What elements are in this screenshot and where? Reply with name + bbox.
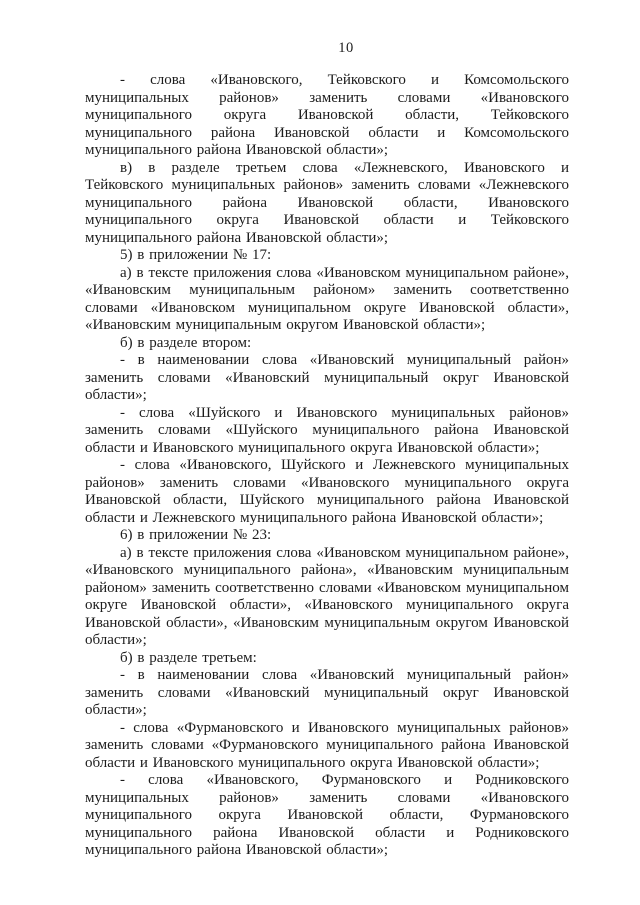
paragraph: - в наименовании слова «Ивановский муниципальный район» заменить словами «Ивановский муниципальный округ Ивановской области»; xyxy=(85,667,569,718)
paragraph: б) в разделе втором: xyxy=(120,334,252,351)
paragraph: 5) в приложении № 17: xyxy=(120,247,272,263)
paragraph: - в наименовании слова «Ивановский муниципальный район» заменить словами «Ивановский муниципальный округ Ивановской области»; xyxy=(85,352,569,403)
paragraph: - слова «Ивановского, Фурмановского и Родниковского муниципальных районов» заменить словами «Ивановского муниципального округа Ивановской области, Фурмановского муниципального района Ивановской области и Родниковского муниципального района Ивановской области»; xyxy=(85,772,569,858)
paragraph: - слова «Ивановского, Шуйского и Лежневского муниципальных районов» заменить словами «Ивановского муниципального округа Ивановской области, Шуйского муниципального района Ивановской области и Лежневского муниципального района Ивановской области»; xyxy=(85,457,569,526)
paragraph: - слова «Ивановского, Тейковского и Комсомольского муниципальных районов» заменить словами «Ивановского муниципального округа Ивановской области, Тейковского муниципального района Ивановской области и Комсомольского муниципального района Ивановской области»; xyxy=(85,72,569,158)
document-body xyxy=(85,72,569,860)
paragraph: в) в разделе третьем слова «Лежневского, Ивановского и Тейковского муниципальных районов» заменить словами «Лежневского муниципального района Ивановской области, Ивановского муниципального округа Ивановской области и Тейковского муниципального района Ивановской области»; xyxy=(85,159,569,246)
page-number: 10 xyxy=(338,40,354,56)
paragraph: а) в тексте приложения слова «Ивановском муниципальном районе», «Ивановского муниципального района», «Ивановским муниципальным районом» заменить соответственно словами «Ивановском муниципальном округе Ивановской области», «Ивановского муниципального округа Ивановской области», «Ивановским муниципальным округом Ивановской области»; xyxy=(85,544,569,648)
paragraph: а) в тексте приложения слова «Ивановском муниципальном районе», «Ивановским муниципальным районом» заменить соответственно словами «Ивановском муниципальном округе Ивановской области», «Ивановским муниципальным округом Ивановской области»; xyxy=(85,264,569,333)
paragraph: - слова «Шуйского и Ивановского муниципальных районов» заменить словами «Шуйского муниципального района Ивановской области и Ивановского муниципального округа Ивановской области»; xyxy=(85,404,569,456)
paragraph: б) в разделе третьем: xyxy=(120,649,257,666)
paragraph: - слова «Фурмановского и Ивановского муниципальных районов» заменить словами «Фурмановского муниципального района Ивановской области и Ивановского муниципального округа Ивановской области»; xyxy=(85,719,569,771)
paragraph: 6) в приложении № 23: xyxy=(120,527,272,543)
